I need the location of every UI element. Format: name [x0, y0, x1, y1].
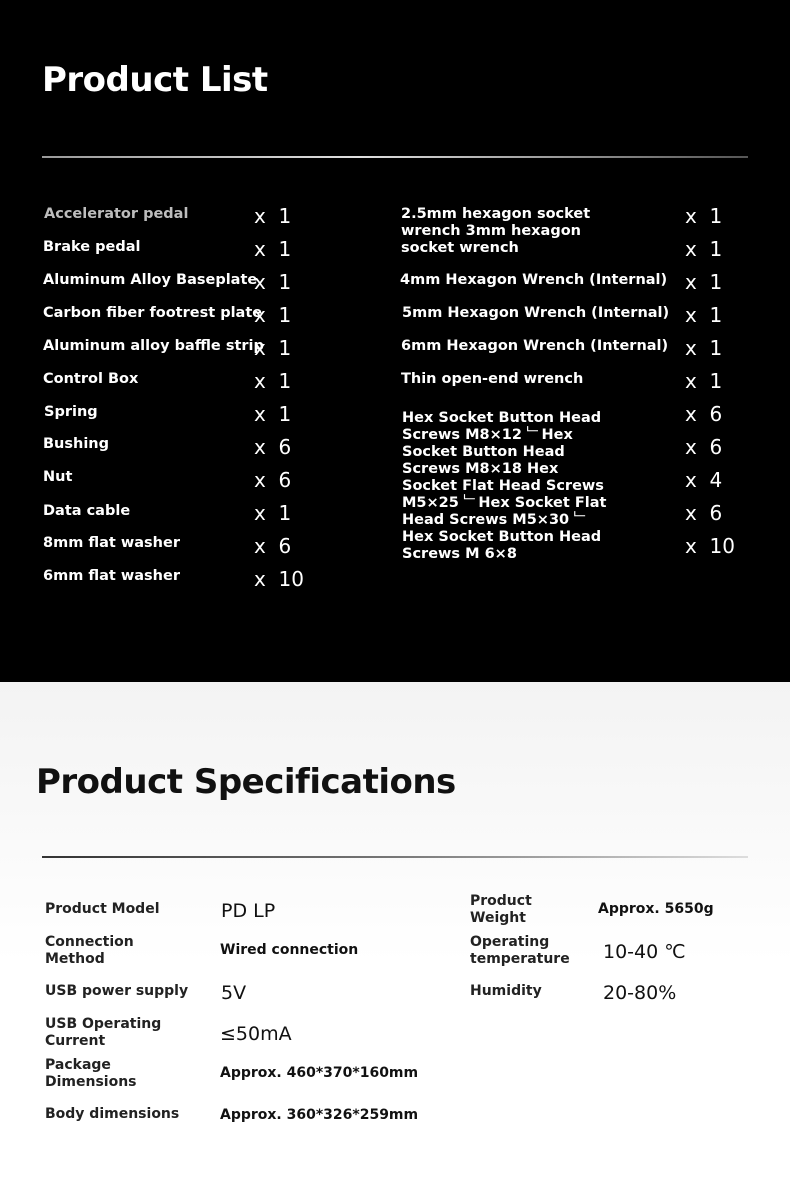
spec-label: Product Model — [45, 901, 160, 917]
list-item-name: 6mm flat washer — [43, 568, 180, 584]
spec-label: Connection Method — [45, 934, 134, 967]
list-item-name: Carbon fiber footrest plate — [43, 305, 263, 321]
list-item-qty: x 6 — [685, 402, 723, 426]
product-specifications-section — [0, 682, 790, 1192]
list-item-name: Control Box — [43, 371, 139, 387]
spec-value: 20-80% — [603, 982, 677, 1004]
list-item-name: 2.5mm hexagon socket wrench 3mm hexagon socket wrench — [401, 206, 591, 256]
list-item-name: Nut — [43, 469, 73, 485]
list-item-qty: x 1 — [254, 303, 292, 327]
spec-label: Body dimensions — [45, 1106, 180, 1122]
list-item-name: 6mm Hexagon Wrench (Internal) — [401, 338, 669, 354]
list-item-qty: x 10 — [685, 534, 735, 558]
spec-value: Approx. 360*326*259mm — [220, 1107, 419, 1123]
spec-label: Product Weight — [470, 893, 532, 926]
spec-value: 5V — [221, 982, 247, 1004]
product-list-title: Product List — [42, 60, 268, 100]
list-item-qty: x 6 — [254, 468, 292, 492]
list-item-name: Bushing — [43, 436, 110, 452]
spec-label: Humidity — [470, 983, 542, 999]
spec-value: ≤50mA — [220, 1023, 292, 1045]
list-item-qty: x 1 — [685, 204, 723, 228]
list-item-name: Spring — [44, 404, 98, 420]
list-item-qty: x 6 — [685, 501, 723, 525]
list-item-qty: x 6 — [685, 435, 723, 459]
list-item-qty: x 1 — [254, 336, 292, 360]
list-item-qty: x 4 — [685, 468, 723, 492]
list-item-qty: x 6 — [254, 534, 292, 558]
list-item-name: Brake pedal — [43, 239, 141, 255]
divider — [42, 856, 748, 858]
list-item-qty: x 1 — [254, 237, 292, 261]
list-item-qty: x 1 — [685, 336, 723, 360]
divider — [42, 156, 748, 158]
spec-label: Operating temperature — [470, 934, 570, 967]
list-item-qty: x 6 — [254, 435, 292, 459]
product-specifications-title: Product Specifications — [36, 762, 456, 802]
list-item-name: Aluminum alloy baffle strip — [43, 338, 264, 354]
spec-value: Approx. 460*370*160mm — [220, 1065, 419, 1081]
list-item-qty: x 1 — [685, 237, 723, 261]
list-item-name: Thin open-end wrench — [401, 371, 584, 387]
list-item-name: 8mm flat washer — [43, 535, 180, 551]
spec-label: USB power supply — [45, 983, 189, 999]
list-item-qty: x 1 — [685, 270, 723, 294]
spec-label: Package Dimensions — [45, 1057, 137, 1090]
list-item-name: Accelerator pedal — [44, 206, 189, 222]
list-item-qty: x 1 — [254, 204, 292, 228]
list-item-qty: x 1 — [254, 501, 292, 525]
spec-value: PD LP — [221, 900, 276, 922]
list-item-qty: x 1 — [254, 369, 292, 393]
list-item-name: Data cable — [43, 503, 131, 519]
spec-label: USB Operating Current — [45, 1016, 162, 1049]
list-item-qty: x 1 — [254, 270, 292, 294]
list-item-qty: x 1 — [254, 402, 292, 426]
list-item-qty: x 10 — [254, 567, 304, 591]
list-item-qty: x 1 — [685, 369, 723, 393]
spec-value: Approx. 5650g — [598, 901, 714, 917]
list-item-name: 5mm Hexagon Wrench (Internal) — [402, 305, 670, 321]
spec-value: 10-40 ℃ — [603, 941, 686, 963]
list-item-name: Aluminum Alloy Baseplate — [43, 272, 258, 288]
list-item-name: 4mm Hexagon Wrench (Internal) — [400, 272, 668, 288]
list-item-qty: x 1 — [685, 303, 723, 327]
hex-screws-list: Hex Socket Button Head Screws M8×12 ﹂Hex Socket Button Head Screws M8×18 Hex Socket Flat Head Screws M5×25 ﹂Hex Socket Flat Head Screws M5×30 ﹂Hex Socket Button Head Screws M 6×8 — [402, 410, 607, 562]
spec-value: Wired connection — [220, 942, 359, 958]
